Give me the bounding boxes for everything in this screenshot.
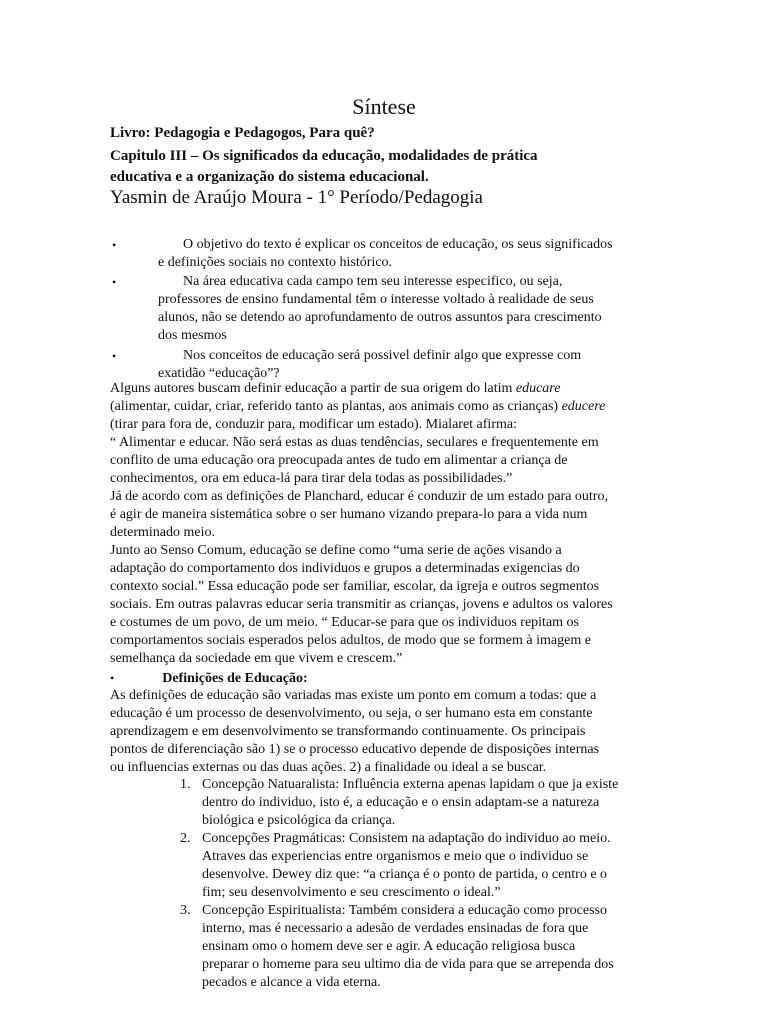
bullet-text-line: exatidão “educação”? <box>158 366 280 381</box>
body-paragraph <box>110 380 655 668</box>
text-line: adaptação do comportamento dos individuos e grupos a determinadas exigencias do <box>110 561 580 576</box>
text-line: e costumes de um povo, de um meio. “ Educar-se para que os individuos repitam os <box>110 615 579 630</box>
item-line: Concepções Pragmáticas: Consistem na adaptação do individuo ao meio. <box>202 831 611 846</box>
numbered-item <box>180 830 655 902</box>
item-line: ensinam omo o homem deve ser e agir. A educação religiosa busca <box>202 939 576 954</box>
author-line: Yasmin de Araújo Moura - 1° Período/Pedagogia <box>110 187 483 208</box>
bullet-item <box>110 273 670 345</box>
text-line: Junto ao Senso Comum, educação se define como “uma serie de ações visando a <box>110 543 562 558</box>
latin-term: educere <box>561 399 606 414</box>
item-line: Concepção Espiritualista: Também considera a educação como processo <box>202 903 608 918</box>
text-line: é agir de maneira sistemática sobre o ser humano vizando prepara-lo para a vida num <box>110 507 588 522</box>
text-line: pontos de diferenciação são 1) se o processo educativo depende de disposições internas <box>110 742 600 757</box>
bullet-text-line: dos mesmos <box>158 328 227 343</box>
bullet-item <box>110 236 670 272</box>
bullet-text-line: O objetivo do texto é explicar os conceitos de educação, os seus significados <box>183 237 613 252</box>
text-line: ou influencias externas ou das duas ações. 2) a finalidade ou ideal a se buscar. <box>110 760 547 775</box>
bullet-text-line: e definições sociais no contexto histórico. <box>158 255 393 270</box>
latin-term: educare <box>515 381 561 396</box>
text-line: As definições de educação são variadas mas existe um ponto em comum a todas: que a <box>110 688 597 703</box>
text-line: contexto social.” Essa educação pode ser familiar, escolar, da igreja e outros segmentos <box>110 579 600 594</box>
item-number: 1. <box>180 777 191 792</box>
text-line: (tirar para fora de, conduzir para, modificar um estado). Mialaret afirma: <box>110 417 517 432</box>
text-line: educação é um processo de desenvolvimento, ou seja, o ser humano esta em constante <box>110 706 593 721</box>
text-line: determinado meio. <box>110 525 215 540</box>
bullet-icon: • <box>110 671 115 685</box>
quote-line: conhecimentos, ora em educa-lá para tirar dela todas as possibilidades.” <box>110 471 513 486</box>
text-line: aprendizagem e em desenvolvimento se transformando continuamente. Os principais <box>110 724 586 739</box>
quote-line: “ Alimentar e educar. Não será estas as duas tendências, seculares e frequentemente em <box>110 435 599 450</box>
text-line: semelhança da sociedade em que vivem e crescem.” <box>110 651 403 666</box>
item-line: fim; seu desenvolvimento e seu crescimento o ideal.” <box>202 885 501 900</box>
bullet-text-line: Nos conceitos de educação será possivel definir algo que expresse com <box>183 348 582 363</box>
item-line: desenvolve. Dewey diz que: “a criança é o ponto de partida, o centro e o <box>202 867 608 882</box>
definitions-heading-row <box>110 669 308 688</box>
bullet-icon: • <box>112 238 117 252</box>
item-line: Atraves das experiencias entre organismos e meio que o individuo se <box>202 849 589 864</box>
item-line: dentro do individuo, isto é, a educação e o ensin adaptam-se a natureza <box>202 795 600 810</box>
item-number: 2. <box>180 831 191 846</box>
numbered-item <box>180 902 655 992</box>
bullet-text-line: Na área educativa cada campo tem seu interesse especifico, ou seja, <box>183 274 563 289</box>
item-line: pecados e alcance a vida eterna. <box>202 975 381 990</box>
quote-line: conflito de uma educação ora preocupada antes de tudo em alimentar a criança de <box>110 453 568 468</box>
bullet-icon: • <box>112 275 117 289</box>
book-line: Livro: Pedagogia e Pedagogos, Para quê? <box>110 125 375 141</box>
text-line: Já de acordo com as definições de Planchard, educar é conduzir de um estado para outro, <box>110 489 608 504</box>
text-run: Alguns autores buscam definir educação a partir de sua origem do latim <box>110 381 516 396</box>
page-title: Síntese <box>352 94 416 119</box>
text-line: comportamentos sociais esperados pelos adultos, de modo que se formem à imagem e <box>110 633 591 648</box>
definitions-paragraph <box>110 687 655 777</box>
text-line: sociais. Em outras palavras educar seria transmitir as crianças, jovens e adultos os valores <box>110 597 613 612</box>
bullet-text-line: professores de ensino fundamental têm o interesse voltado à realidade de seus <box>158 292 594 307</box>
item-line: interno, mas é necessario a adesão de verdades ensinadas de fora que <box>202 921 589 936</box>
bullet-icon: • <box>112 349 117 363</box>
bullet-item <box>110 347 670 383</box>
item-line: biológica e psicológica da criança. <box>202 813 396 828</box>
item-number: 3. <box>180 903 191 918</box>
item-line: Concepção Natuaralista: Influência externa apenas lapidam o que ja existe <box>202 777 619 792</box>
numbered-item <box>180 776 655 830</box>
item-line: preparar o homeme para seu ultimo dia de vida para que se arrependa dos <box>202 957 614 972</box>
chapter-line-2: educativa e a organização do sistema educacional. <box>110 169 429 185</box>
chapter-line-1: Capitulo III – Os significados da educação, modalidades de prática <box>110 148 538 164</box>
text-run: (alimentar, cuidar, criar, referido tanto as plantas, aos animais como as crianças) <box>110 399 562 414</box>
definitions-heading: Definições de Educação: <box>162 671 308 686</box>
bullet-text-line: alunos, não se detendo ao aprofundamento de outros assuntos para crescimento <box>158 310 602 325</box>
